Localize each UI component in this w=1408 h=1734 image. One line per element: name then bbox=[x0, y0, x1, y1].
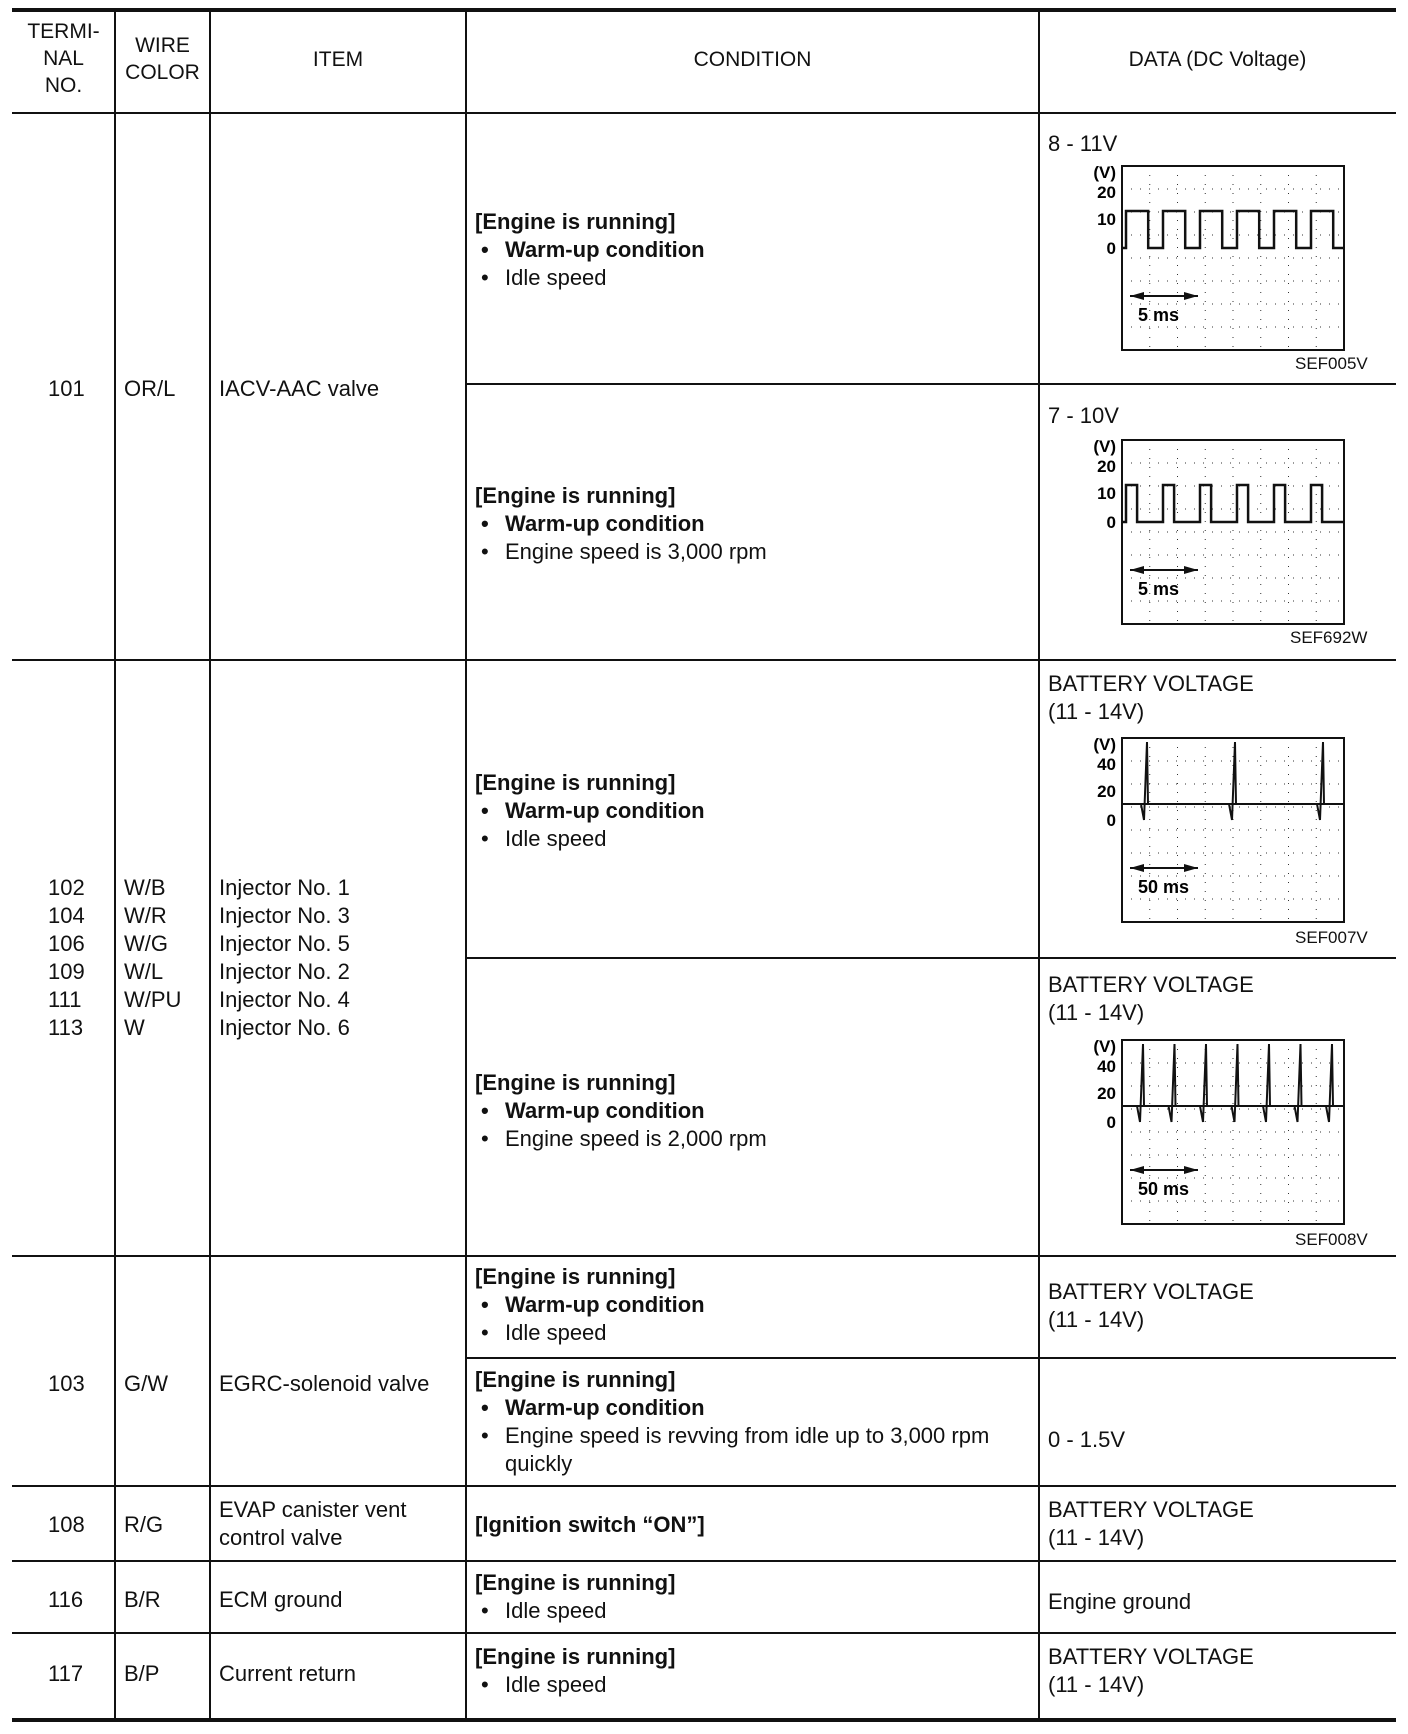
y-tick-label: 10 bbox=[1097, 210, 1116, 229]
data-value-line: (11 - 14V) bbox=[1048, 1307, 1145, 1332]
condition-bullet: • Engine speed is revving from idle up to 3,000 rpm bbox=[475, 1422, 1035, 1450]
data-value-line: BATTERY VOLTAGE bbox=[1048, 972, 1254, 997]
y-tick-label: 10 bbox=[1097, 484, 1116, 503]
time-scale-arrowhead bbox=[1184, 1166, 1198, 1174]
header-data: DATA (DC Voltage) bbox=[1128, 48, 1307, 71]
condition-block bbox=[475, 769, 1035, 853]
condition-title: [Engine is running] bbox=[475, 1367, 676, 1392]
item-name: ECM ground bbox=[219, 1587, 343, 1612]
condition-bullet: • Warm-up condition bbox=[475, 1291, 1035, 1319]
y-tick-label: 0 bbox=[1106, 1113, 1116, 1132]
waveform-spike bbox=[1137, 1044, 1144, 1122]
condition-block bbox=[475, 1569, 1035, 1625]
time-scale-arrowhead bbox=[1184, 566, 1198, 574]
wire-color: W/G bbox=[124, 931, 168, 956]
item-name: Injector No. 4 bbox=[219, 987, 350, 1012]
terminal-no: 116 bbox=[48, 1587, 84, 1612]
data-value-line: (11 - 14V) bbox=[1048, 699, 1145, 724]
terminal-no: 103 bbox=[48, 1371, 85, 1396]
condition-bullet: • Warm-up condition bbox=[475, 236, 1035, 264]
header-terminal-no bbox=[12, 18, 115, 99]
time-scale-arrowhead bbox=[1184, 864, 1198, 872]
data-value bbox=[1048, 1643, 1254, 1699]
item-name: EGRC-solenoid valve bbox=[219, 1371, 430, 1396]
item-name-line: control valve bbox=[219, 1525, 343, 1550]
data-value-line: (11 - 14V) bbox=[1048, 1672, 1145, 1697]
terminal-no: 111 bbox=[48, 987, 82, 1012]
wire-color: W/L bbox=[124, 959, 164, 984]
condition-title: [Engine is running] bbox=[475, 1570, 676, 1595]
data-value-line: BATTERY VOLTAGE bbox=[1048, 1497, 1254, 1522]
wire-color: B/R bbox=[124, 1587, 161, 1612]
y-tick-label: 20 bbox=[1097, 183, 1116, 202]
wire-color: W/B bbox=[124, 875, 166, 900]
condition-bullet: • Warm-up condition bbox=[475, 510, 1035, 538]
data-value-line: BATTERY VOLTAGE bbox=[1048, 1279, 1254, 1304]
oscilloscope-waveform bbox=[1062, 432, 1352, 628]
oscilloscope-waveform bbox=[1062, 158, 1352, 354]
waveform-spike bbox=[1141, 742, 1148, 820]
figure-id: SEF005V bbox=[1295, 354, 1368, 373]
terminal-no: 108 bbox=[48, 1512, 85, 1537]
time-scale-label: 50 ms bbox=[1138, 1179, 1190, 1199]
header-terminal-line-2: NAL bbox=[43, 47, 84, 70]
data-value-line: (11 - 14V) bbox=[1048, 1525, 1145, 1550]
terminal-no: 106 bbox=[48, 931, 85, 956]
condition-title: [Engine is running] bbox=[475, 1264, 676, 1289]
item-list bbox=[219, 874, 350, 1042]
terminal-no: 117 bbox=[48, 1661, 84, 1686]
data-value: 7 - 10V bbox=[1048, 403, 1119, 428]
condition-block bbox=[475, 1366, 1035, 1478]
condition-bullet: • Idle speed bbox=[475, 1597, 1035, 1625]
waveform-spike bbox=[1200, 1044, 1207, 1122]
condition-title: [Engine is running] bbox=[475, 483, 676, 508]
terminal-no: 104 bbox=[48, 903, 85, 928]
time-scale-arrowhead bbox=[1130, 292, 1144, 300]
terminal-no: 101 bbox=[48, 376, 85, 401]
condition-title: [Engine is running] bbox=[475, 1070, 676, 1095]
y-tick-label: 40 bbox=[1097, 755, 1116, 774]
wire-color: W/R bbox=[124, 903, 167, 928]
data-value-line: (11 - 14V) bbox=[1048, 1000, 1145, 1025]
time-scale-arrowhead bbox=[1130, 864, 1144, 872]
terminal-no: 109 bbox=[48, 959, 85, 984]
condition-continuation: quickly bbox=[505, 1451, 573, 1476]
condition-bullet: • Idle speed bbox=[475, 1319, 1035, 1347]
condition-title: [Engine is running] bbox=[475, 1644, 676, 1669]
data-value-line: BATTERY VOLTAGE bbox=[1048, 1644, 1254, 1669]
time-scale-arrowhead bbox=[1130, 1166, 1144, 1174]
condition-title: [Ignition switch “ON”] bbox=[475, 1512, 705, 1537]
condition-bullet: • Engine speed is 2,000 rpm bbox=[475, 1125, 1035, 1153]
condition-bullet: • Warm-up condition bbox=[475, 1097, 1035, 1125]
condition-bullet: • Idle speed bbox=[475, 264, 1035, 292]
figure-id: SEF008V bbox=[1295, 1230, 1368, 1249]
item-name: Injector No. 6 bbox=[219, 1015, 350, 1040]
y-tick-label: 0 bbox=[1106, 513, 1116, 532]
wire-color: W/PU bbox=[124, 987, 182, 1012]
y-tick-label: 40 bbox=[1097, 1057, 1116, 1076]
item-name bbox=[219, 1496, 407, 1552]
y-tick-label: 20 bbox=[1097, 782, 1116, 801]
time-scale-arrowhead bbox=[1130, 566, 1144, 574]
item-name: Current return bbox=[219, 1661, 356, 1686]
waveform-spike bbox=[1229, 742, 1236, 820]
terminal-no: 113 bbox=[48, 1015, 84, 1040]
y-axis-unit: (V) bbox=[1093, 1037, 1116, 1056]
item-name-line: EVAP canister vent bbox=[219, 1497, 407, 1522]
condition-block bbox=[475, 1263, 1035, 1347]
waveform-spike bbox=[1326, 1044, 1333, 1122]
data-value: 8 - 11V bbox=[1048, 131, 1118, 156]
wire-color: OR/L bbox=[124, 376, 176, 401]
wire-color: B/P bbox=[124, 1661, 160, 1686]
item-name: IACV-AAC valve bbox=[219, 376, 380, 401]
condition-bullet: • Engine speed is 3,000 rpm bbox=[475, 538, 1035, 566]
time-scale-arrowhead bbox=[1184, 292, 1198, 300]
waveform-spike bbox=[1169, 1044, 1176, 1122]
y-tick-label: 20 bbox=[1097, 1084, 1116, 1103]
waveform-spike bbox=[1295, 1044, 1302, 1122]
condition-bullet: • Idle speed bbox=[475, 825, 1035, 853]
item-name: Injector No. 5 bbox=[219, 931, 350, 956]
wire-color: W bbox=[124, 1015, 145, 1040]
data-value bbox=[1048, 1496, 1254, 1552]
waveform-spike bbox=[1232, 1044, 1239, 1122]
data-value bbox=[1048, 971, 1254, 1027]
y-tick-label: 0 bbox=[1106, 811, 1116, 830]
oscilloscope-waveform bbox=[1062, 730, 1352, 926]
header-terminal-line-1: TERMI- bbox=[27, 20, 100, 43]
condition-bullet: • Idle speed bbox=[475, 1671, 1035, 1699]
condition-title: [Engine is running] bbox=[475, 770, 676, 795]
y-axis-unit: (V) bbox=[1093, 163, 1116, 182]
data-value: Engine ground bbox=[1048, 1589, 1192, 1614]
data-value bbox=[1048, 670, 1254, 726]
wire-color: G/W bbox=[124, 1371, 168, 1396]
figure-id: SEF007V bbox=[1295, 928, 1368, 947]
header-wire-color bbox=[115, 32, 210, 86]
condition-block bbox=[475, 482, 1035, 566]
terminal-data-table bbox=[12, 8, 1396, 1724]
time-scale-label: 5 ms bbox=[1138, 579, 1180, 599]
condition-block bbox=[475, 1069, 1035, 1153]
terminal-no: 102 bbox=[48, 875, 85, 900]
waveform-spike bbox=[1263, 1044, 1270, 1122]
wire-color: R/G bbox=[124, 1512, 164, 1537]
condition-block bbox=[475, 208, 1035, 292]
item-name: Injector No. 3 bbox=[219, 903, 350, 928]
y-axis-unit: (V) bbox=[1093, 437, 1116, 456]
y-tick-label: 0 bbox=[1106, 239, 1116, 258]
header-item: ITEM bbox=[312, 48, 364, 71]
item-name: Injector No. 1 bbox=[219, 875, 350, 900]
y-axis-unit: (V) bbox=[1093, 735, 1116, 754]
terminal-list bbox=[48, 874, 85, 1042]
oscilloscope-waveform bbox=[1062, 1032, 1352, 1228]
figure-id: SEF692W bbox=[1290, 628, 1368, 647]
header-wire-line-1: WIRE bbox=[135, 34, 190, 57]
time-scale-label: 5 ms bbox=[1138, 305, 1180, 325]
wire-color-list bbox=[124, 874, 181, 1042]
header-wire-line-2: COLOR bbox=[125, 61, 200, 84]
condition-bullet: • Warm-up condition bbox=[475, 1394, 1035, 1422]
data-value-line: BATTERY VOLTAGE bbox=[1048, 671, 1254, 696]
waveform-spike bbox=[1317, 742, 1324, 820]
header-condition: CONDITION bbox=[693, 48, 812, 71]
condition-title: [Engine is running] bbox=[475, 209, 676, 234]
item-name: Injector No. 2 bbox=[219, 959, 350, 984]
data-value bbox=[1048, 1278, 1254, 1334]
y-tick-label: 20 bbox=[1097, 457, 1116, 476]
data-value: 0 - 1.5V bbox=[1048, 1427, 1126, 1452]
condition-bullet: • Warm-up condition bbox=[475, 797, 1035, 825]
header-terminal-line-3: NO. bbox=[44, 74, 83, 97]
time-scale-label: 50 ms bbox=[1138, 877, 1190, 897]
condition-block bbox=[475, 1643, 1035, 1699]
